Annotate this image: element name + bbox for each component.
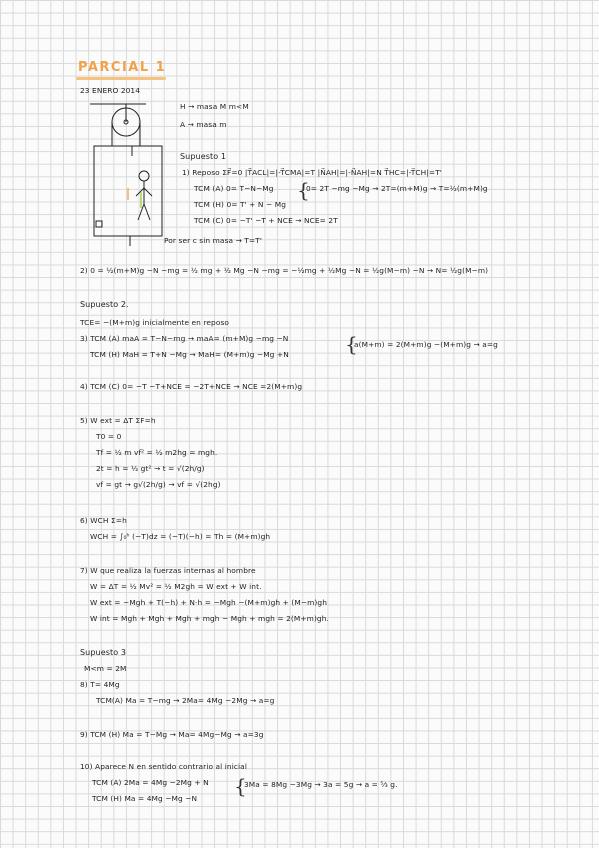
s2-p7: 7) W que realiza la fuerzas internas al hombre [80, 566, 256, 575]
s3-p10: 10) Aparece N en sentido contrario al inicial [80, 762, 247, 771]
s1-p2: 2) 0 = ½(m+M)g −N −mg = ½ mg + ½ Mg −N −mg = −½mg + ½Mg −N = ½g(M−m) −N → N= ½g(M−m) [80, 266, 489, 275]
s2-p3a: 3) TCM (A) maA = T−N−mg → maA= (m+M)g −mg −N [80, 334, 289, 343]
s2-p3r: a(M+m) = 2(M+m)g −(M+m)g → a=g [354, 340, 498, 349]
s1-eq-a: TCM (A) 0= T−N−Mg [194, 184, 274, 193]
person-arm-right [144, 188, 152, 196]
s2-p5e: vf = gt → g√(2h/g) → vf = √(2hg) [96, 480, 221, 489]
s2-p6b: WCH = ∫₀ʰ (−T)dz = (−T)(−h) = Th = (M+m)gh [90, 532, 271, 541]
s1-eq-c: TCM (C) 0= −T' −T + NCE → NCE= 2T [194, 216, 338, 225]
s1-note: Por ser c sin masa → T=T' [164, 236, 262, 245]
s1-p1: 1) Reposo ΣF⃗=0 |T⃗ACL|=|-T⃗CMA|=T |N⃗AH|=|-N⃗AH|=N T⃗HC=|-T⃗CH|=T' [182, 168, 442, 177]
s2-p5: 5) W ext = ΔT ΣF=h [80, 416, 156, 425]
brace-3: { [234, 774, 247, 798]
s2-p5d: 2t = h = ½ gt² → t = √(2h/g) [96, 464, 205, 473]
s2-p6: 6) WCH Σ=h [80, 516, 127, 525]
s3-p9: 9) TCM (H) Ma = T−Mg → Ma= 4Mg−Mg → a=3g [80, 730, 264, 739]
heading-supuesto-1: Supuesto 1 [180, 152, 227, 161]
s3-p8b: TCM(A) Ma = T−mg → 2Ma= 4Mg −2Mg → a=g [96, 696, 275, 705]
def-line-1: H → masa M m<M [180, 102, 249, 111]
title-highlight [76, 77, 166, 80]
s1-eq-h: TCM (H) 0= T' + N − Mg [194, 200, 287, 209]
heading-supuesto-3: Supuesto 3 [80, 648, 127, 657]
s3-p8: 8) T= 4Mg [80, 680, 120, 689]
person-arm-left [136, 188, 144, 196]
date-text: 23 ENERO 2014 [80, 86, 141, 95]
person-head [139, 171, 149, 181]
label-a-box [96, 221, 102, 227]
s3-p10a: TCM (A) 2Ma = 4Mg −2Mg + N [92, 778, 209, 787]
s2-p5c: Tf = ½ m vf² = ½ m2hg = mgh. [96, 448, 218, 457]
brace-2: { [345, 332, 358, 356]
def-line-2: A → masa m [180, 120, 227, 129]
pulley-diagram [84, 96, 176, 246]
brace-1: { [297, 178, 310, 202]
s3-p10b: TCM (H) Ma = 4Mg −Mg −N [92, 794, 198, 803]
s3-p10r: 3Ma = 8Mg −3Mg → 3a = 5g → a = ⁵⁄₃ g. [244, 780, 398, 789]
s3-cond: M<m = 2M [84, 664, 127, 673]
heading-supuesto-2: Supuesto 2. [80, 300, 129, 309]
s2-p4: 4) TCM (C) 0= −T −T+NCE = −2T+NCE → NCE =2(M+m)g [80, 382, 303, 391]
s2-p7d: W int = Mgh + Mgh + Mgh + mgh − Mgh + mgh = 2(M+m)gh. [90, 614, 329, 623]
s2-p7c: W ext = −Mgh + T(−h) + N·h = −Mgh −(M+m)gh + (M−m)gh [90, 598, 327, 607]
s2-p7b: W = ΔT = ½ Mv² = ½ M2gh = W ext + W int. [90, 582, 262, 591]
person-leg-right [144, 204, 150, 220]
page-title: PARCIAL 1 [78, 60, 167, 75]
s2-tce: TCE= −(M+m)g inicialmente en reposo [80, 318, 230, 327]
s1-eq-a2: 0= 2T −mg −Mg → 2T=(m+M)g → T=½(m+M)g [306, 184, 488, 193]
s2-p5b: T0 = 0 [96, 432, 122, 441]
s2-p3b: TCM (H) MaH = T+N −Mg → MaH= (M+m)g −Mg +N [90, 350, 289, 359]
